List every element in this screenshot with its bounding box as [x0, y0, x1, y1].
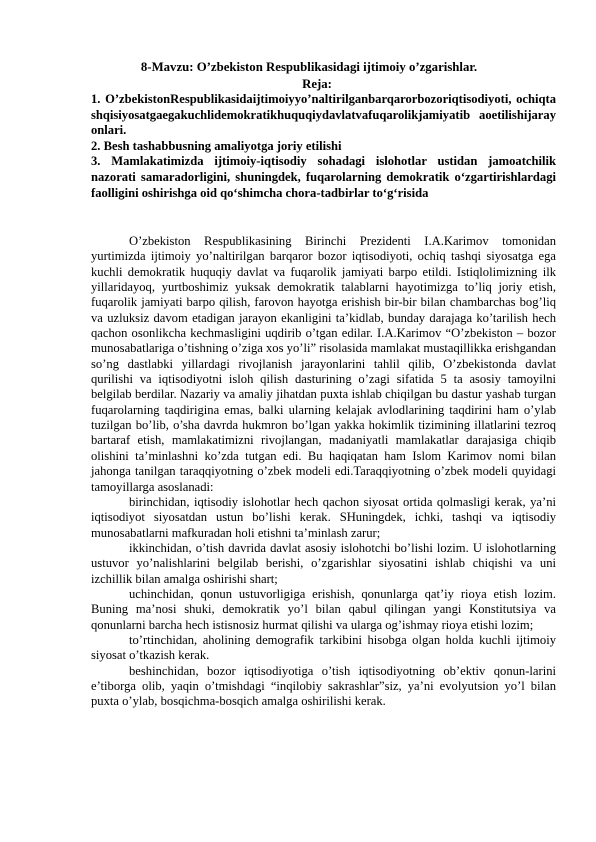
paragraph-first-principle: birinchidan, iqtisodiy islohotlar hech qachon siyosat ortida qolmasligi kerak, ya’ni iqtisodiyot siyosatdan ustun bo’lishi kerak. SHuningdek, ichki, tashqi va iqtisodiy munosabatlarni mafkuradan holi etishni ta’minlash zarur;	[91, 494, 556, 540]
plan-list	[91, 92, 556, 201]
body-text	[91, 234, 556, 710]
paragraph-second-principle: ikkinchidan, o’tish davrida davlat asosiy islohotchi bo’lishi lozim. U islohotlarning ustuvor yo’nalishlarini belgilab berishi, o’zgarishlar siyosatini ishlab chiqishi va uni izchillik bilan amalga oshirishi shart;	[91, 540, 556, 586]
plan-item-1: 1. O’zbekistonRespublikasidaijtimoiyyo’naltirilganbarqarorbozoriqtisodiyoti, ochiqtashqisiyosatgaegakuchlidemokratikhuquqiydavlatvafuqarolikjamiyatib aoetilishijarayonlari.	[91, 92, 556, 138]
paragraph-intro: O’zbekiston Respublikasining Birinchi Prezidenti I.A.Karimov tomonidan yurtimizda ijtimoiy yo’naltirilgan barqaror bozor iqtisodiyoti, ochiq tashqi siyosatga ega kuchli demokratik huquqiy davlat va fuqarolik jamiyati barpo etildi. Istiqlolimizning ilk yillaridayoq, yurtboshimiz yuksak demokratik talablarni hayotimizga to’liq joriy etish, fuqarolik jamiyati barpo qilish, farovon hayotga erishish bir-bir bilan chambarchas bog’liq va uzluksiz davom etadigan jarayon ekanligini ta’kidlab, bunday darajaga ko’tarilish hech qachon osonlikcha kechmasligini uqdirib o’tgan edilar. I.A.Karimov “O’zbekiston – bozor munosabatlariga o’tishning o’ziga xos yo’li” risolasida mamlakat mustaqillikka erishgandan so’ng dastlabki yillardagi rivojlanish jarayonlarini tahlil qilib, O’zbekistonda davlat qurilishi va iqtisodiyotni isloh qilish dasturining o’zagi sifatida 5 ta asosiy tamoyilni belgilab berdilar. Nazariy va amaliy jihatdan puxta ishlab chiqilgan bu dastur yashab turgan fuqarolarning taqdirigina emas, balki ularning kelajak avlodlarining taqdirini ham o’ylab tuzilgan bo’lib, o’sha davrda hukmron bo’lgan yakka hokimlik tizimining illatlarini tezroq bartaraf etish, mamlakatimizni rivojlangan, madaniyatli mamlakatlar darajasiga chiqib olishini ta’minlashni ko’zda tutgan edi. Bu haqiqatan ham Islom Karimov nomi bilan jahonga tanilgan taraqqiyotning o’zbek modeli edi.Taraqqiyotning o’zbek modeli quyidagi tamoyillarga asoslanadi:	[91, 234, 556, 494]
plan-item-3: 3. Mamlakatimizda ijtimoiy-iqtisodiy sohadagi islohotlar ustidan jamoatchilik nazorati samaradorligini, shuningdek, fuqarolarning demokratik o‘zgartirishlardagi faolligini oshirishga oid qo‘shimcha chora-tadbirlar to‘g‘risida	[91, 154, 556, 200]
paragraph-third-principle: uchinchidan, qonun ustuvorligiga erishish, qonunlarga qat’iy rioya etish lozim. Buning ma’nosi shuki, demokratik yo’l bilan qabul qilingan yangi Konstitutsiya va qonunlarni barcha hech istisnosiz hurmat qilishi va ularga og’ishmay rioya etishi lozim;	[91, 586, 556, 632]
plan-heading: Reja:	[302, 77, 332, 91]
page-title: 8-Mavzu: O’zbekiston Respublikasidagi ijtimoiy o’zgarishlar.	[140, 60, 478, 74]
paragraph-fifth-principle: beshinchidan, bozor iqtisodiyotiga o’tish iqtisodiyotning ob’ektiv qonun-larini e’tiborga olib, yaqin o’tmishdagi “inqilobiy sakrashlar”siz, ya’ni evolyutsion yo’l bilan puxta o’ylab, bosqichma-bosqich amalga oshirilishi kerak.	[91, 663, 556, 709]
plan-item-2: 2. Besh tashabbusning amaliyotga joriy etilishi	[91, 138, 342, 153]
paragraph-fourth-principle: to’rtinchidan, aholining demografik tarkibini hisobga olgan holda kuchli ijtimoiy siyosat o’tkazish kerak.	[91, 632, 556, 663]
